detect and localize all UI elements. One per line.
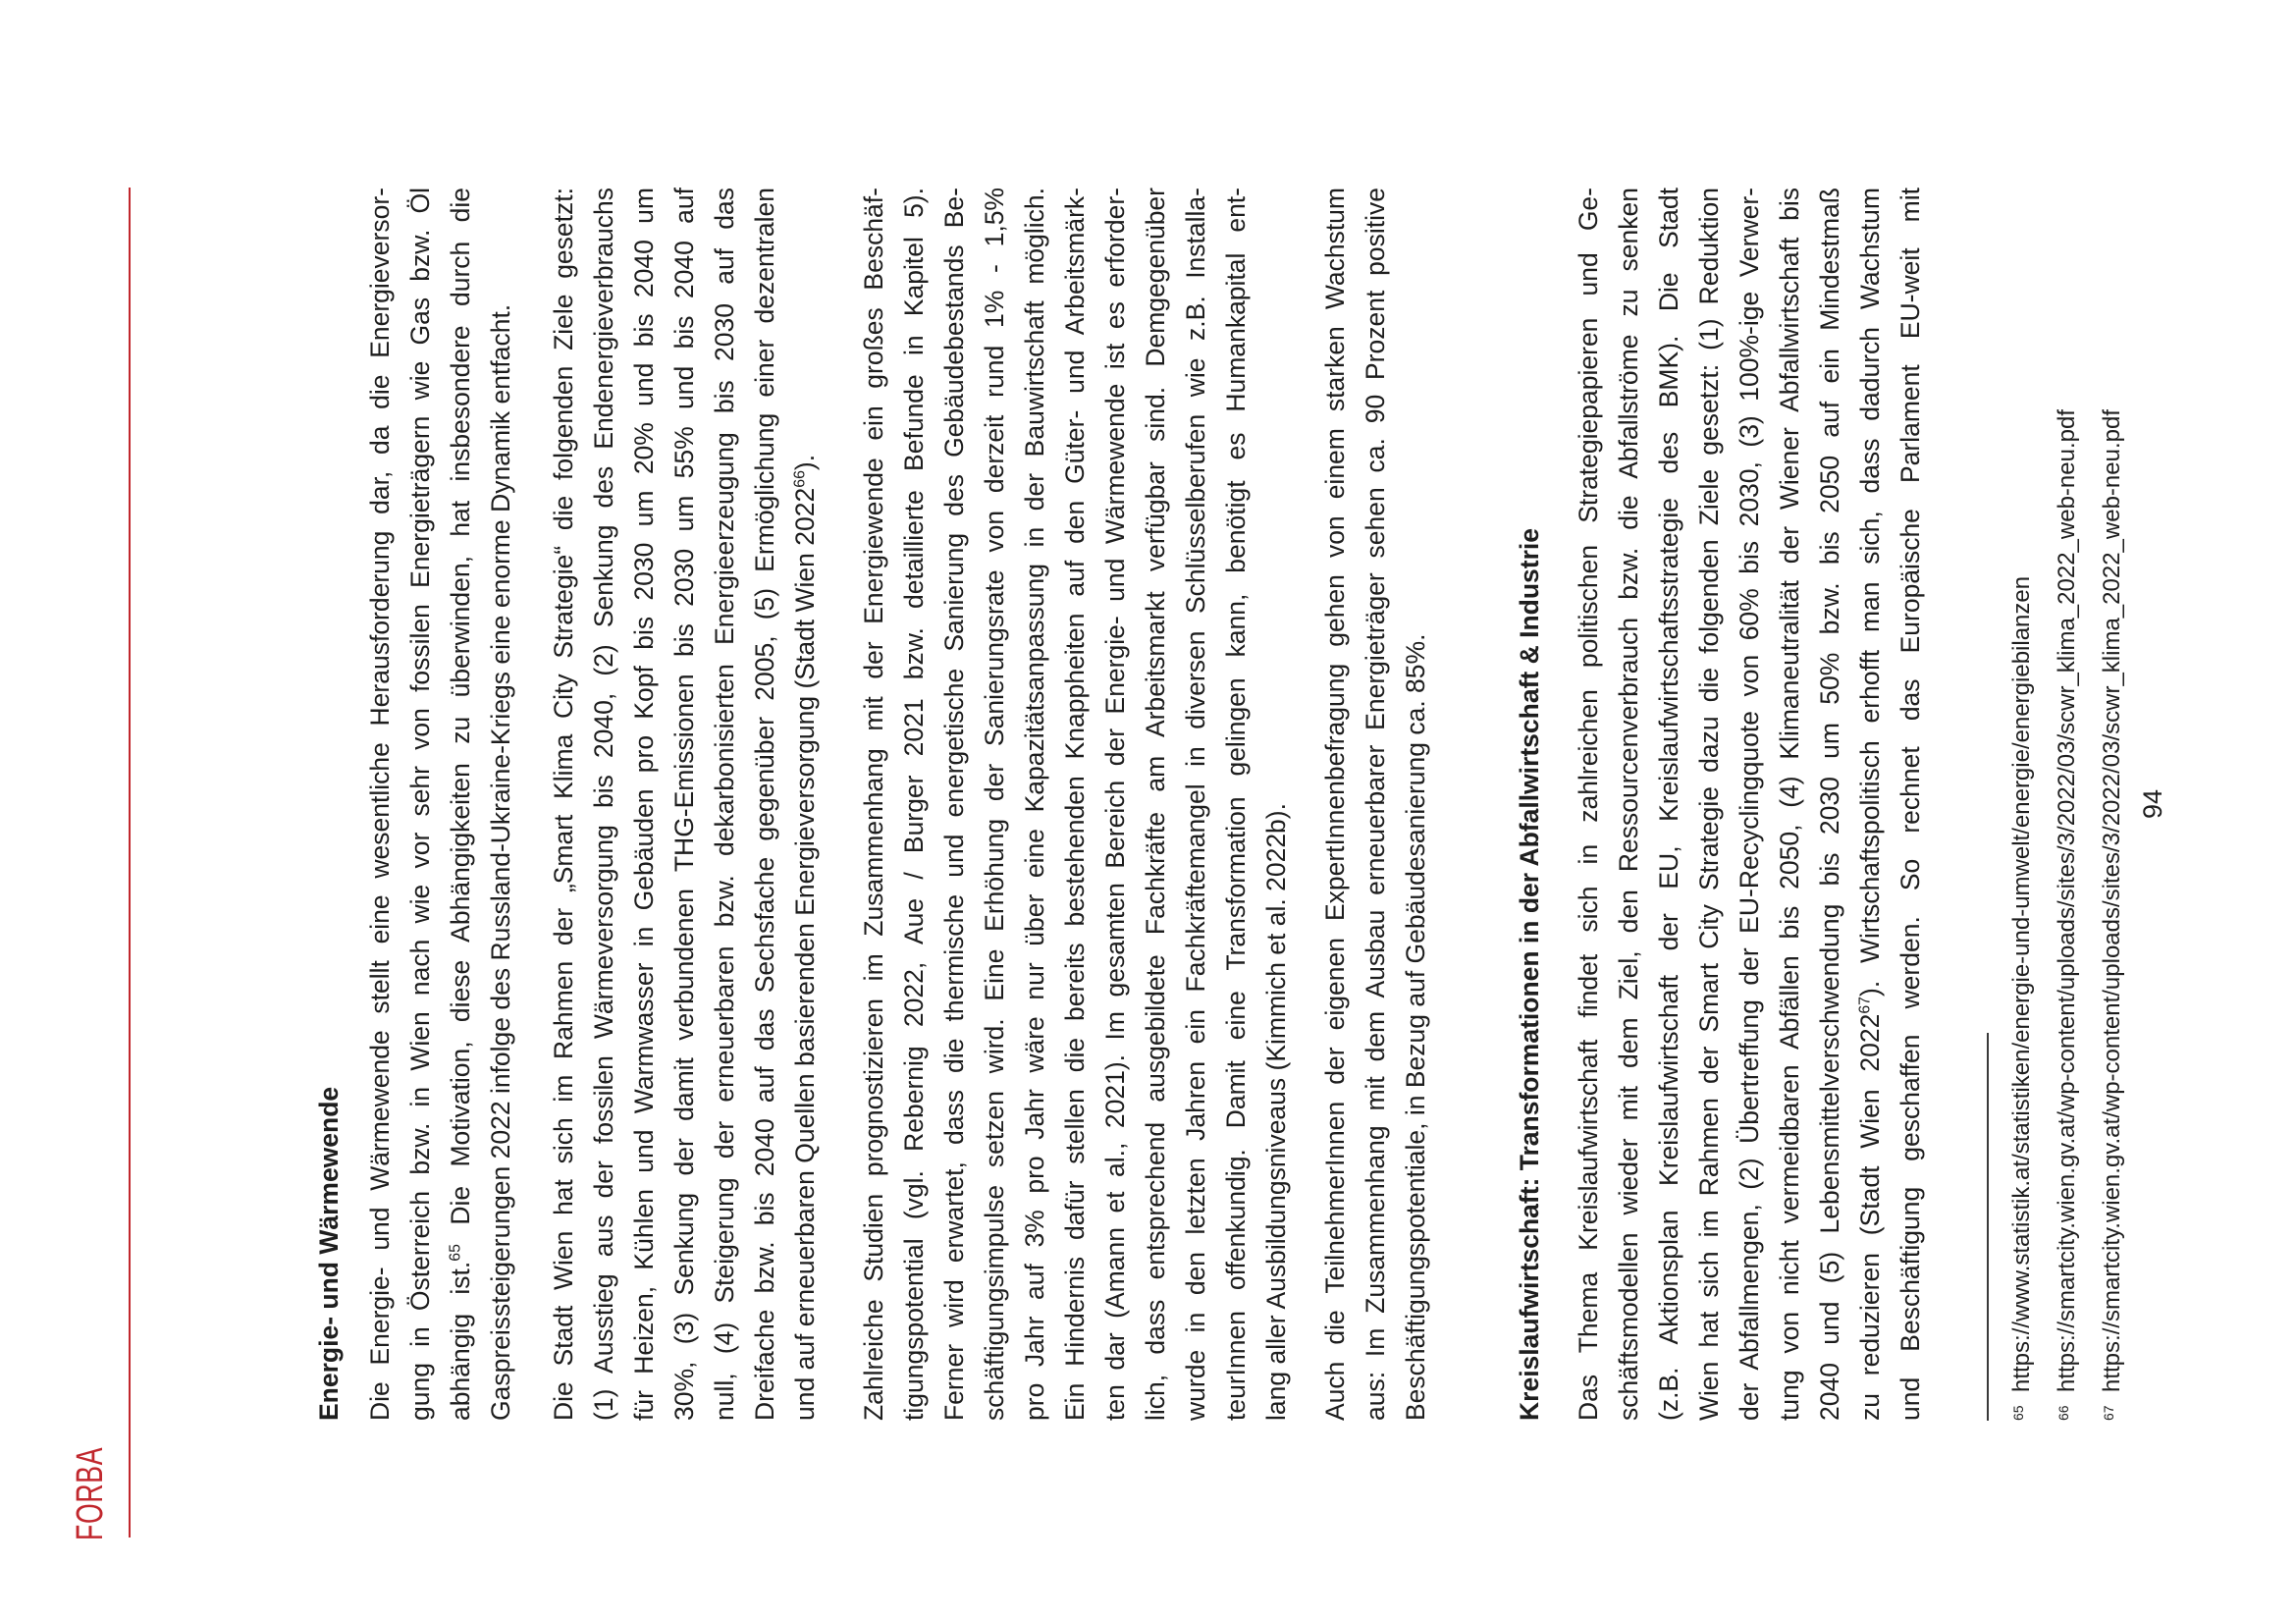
text-line: 2040 und (5) Lebensmittelverschwendung bis 2030 um 50% bzw. bis 2050 auf ein Mindestmaß (1815, 188, 1844, 1421)
text-segment: und auf erneuerbaren Quellen basierenden Energieversorgung (Stadt Wien 2022 (790, 487, 820, 1421)
footnote-url: https://smartcity.wien.gv.at/wp-content/uploads/sites/3/2022/03/scwr_klima_2022_web-neu.pdf (2054, 409, 2080, 1392)
text-line: ten dar (Amann et al., 2021). Im gesamten Bereich der Energie- und Wärmewende ist es erforder- (1100, 188, 1130, 1421)
text-line: teurInnen offenkundig. Damit eine Transformation gelingen kann, benötigt es Humankapital ent- (1221, 188, 1251, 1421)
text-line: für Heizen, Kühlen und Warmwasser in Gebäuden pro Kopf bis 2030 um 20% und bis 2040 um (629, 188, 659, 1421)
text-line: schäftsmodellen wieder mit dem Ziel, den Ressourcenverbrauch bzw. die Abfallströme zu senken (1614, 188, 1643, 1421)
section-heading-energy: Energie- und Wärmewende (314, 1086, 344, 1421)
text-line: Ferner wird erwartet, dass die thermische und energetische Sanierung des Gebäudebestands Be- (939, 188, 969, 1421)
footnote-number: 65 (2010, 1405, 2026, 1421)
text-line: Die Energie- und Wärmewende stellt eine wesentliche Herausforderung dar, da die Energieversor- (365, 188, 395, 1421)
text-segment: Die Motivation, diese Abhängigkeiten zu überwinden, hat insbesondere durch die (446, 188, 475, 1245)
text-line: tigungspotential (vgl. Rebernig 2022, Aue / Burger 2021 bzw. detaillierte Befunde in Kapitel 5). (899, 188, 929, 1421)
text-line: wurde in den letzten Jahren ein Fachkräftemangel in diversen Schlüsselberufen wie z.B. Installa- (1181, 188, 1210, 1421)
text-line: Gaspreissteigerungen 2022 infolge des Russland-Ukraine-Kriegs eine enorme Dynamik entfacht. (486, 303, 515, 1421)
text-line: Die Stadt Wien hat sich im Rahmen der „Smart Klima City Strategie“ die folgenden Ziele gesetzt: (549, 188, 578, 1421)
footnotes (2000, 188, 2135, 1421)
text-segment: ). Wirtschaftspolitisch erhofft man sich, dass dadurch Wachstum (1855, 188, 1885, 997)
text-line (441, 188, 481, 1421)
footnote-reference: 67 (1856, 996, 1874, 1014)
text-line (785, 188, 826, 1421)
text-line: tung von nicht vermeidbaren Abfällen bis 2050, (4) Klimaneutralität der Wiener Abfallwirtschaft bis (1775, 188, 1804, 1421)
text-line (1850, 188, 1891, 1421)
text-line: der Abfallmengen, (2) Übertreffung der EU-Recyclingquote von 60% bis 2030, (3) 100%-ige Verwer- (1735, 188, 1764, 1421)
text-line: Dreifache bzw. bis 2040 auf das Sechsfache gegenüber 2005, (5) Ermöglichung einer dezentralen (750, 188, 779, 1421)
text-line: Auch die TeilnehmerInnen der eigenen ExpertInnenbefragung gehen von einem starken Wachstum (1320, 188, 1350, 1421)
text-line: aus: Im Zusammenhang mit dem Ausbau erneuerbarer Energieträger sehen ca. 90 Prozent positive (1361, 188, 1390, 1421)
footnote-separator (1987, 1033, 1989, 1421)
text-line: lang aller Ausbildungsniveaus (Kimmich et al. 2022b). (1261, 803, 1291, 1421)
footnote-url: https://smartcity.wien.gv.at/wp-content/uploads/sites/3/2022/03/scwr_klima_2022_web-neu.pdf (2099, 409, 2125, 1392)
footnote-reference: 66 (791, 470, 809, 488)
footnote-reference: 65 (447, 1244, 464, 1262)
text-segment: zu reduzieren (Stadt Wien 2022 (1855, 1013, 1885, 1421)
page-number: 94 (2138, 788, 2167, 820)
footnote-67 (2090, 188, 2135, 1421)
forba-logo: FORBA (70, 1446, 111, 1540)
paragraph-energy-intro (360, 188, 521, 1421)
section-heading-circular-economy: Kreislaufwirtschaft: Transformationen in der Abfallwirtschaft & Industrie (1515, 528, 1544, 1421)
text-segment: abhängig ist. (446, 1261, 475, 1421)
text-line: Ein Hindernis dafür stellen die bereits bestehenden Knappheiten auf den Güter- und Arbeitsmärk- (1060, 188, 1090, 1421)
text-line: Beschäftigungspotentiale, in Bezug auf Gebäudesanierung ca. 85%. (1401, 633, 1430, 1421)
text-line: pro Jahr auf 3% pro Jahr wäre nur über eine Kapazitätsanpassung in der Bauwirtschaft möglich. (1020, 188, 1049, 1421)
text-line: lich, dass entsprechend ausgebildete Fachkräfte am Arbeitsmarkt verfügbar sind. Demgegenüber (1141, 188, 1170, 1421)
paragraph-city-goals (544, 188, 826, 1421)
paragraph-circular-economy (1569, 188, 1931, 1421)
footnote-number: 66 (2056, 1405, 2071, 1421)
text-line: und Beschäftigung geschaffen werden. So rechnet das Europäische Parlament EU-weit mit (1896, 188, 1925, 1421)
text-line: Das Thema Kreislaufwirtschaft findet sich in zahlreichen politischen Strategiepapieren und Ge- (1574, 188, 1603, 1421)
paragraph-expert-survey (1315, 188, 1436, 1421)
text-line: gung in Österreich bzw. in Wien nach wie vor sehr von fossilen Energieträgern wie Gas bzw. Öl (405, 188, 435, 1421)
text-segment: ). (790, 454, 820, 471)
paragraph-employment-studies (854, 188, 1297, 1421)
footnote-66 (2045, 188, 2090, 1421)
footnote-65 (2000, 188, 2045, 1421)
text-line: null, (4) Steigerung der erneuerbaren bzw. dekarbonisierten Energieerzeugung bis 2030 auf das (710, 188, 739, 1421)
text-line: (z.B. Aktionsplan Kreislaufwirtschaft der EU, Kreislaufwirtschaftsstrategie des BMK). Die Stadt (1654, 188, 1683, 1421)
header-rule (129, 188, 131, 1537)
text-line: 30%, (3) Senkung der damit verbundenen THG-Emissionen bis 2030 um 55% und bis 2040 auf (669, 188, 699, 1421)
text-line: Zahlreiche Studien prognostizieren im Zusammenhang mit der Energiewende ein großes Beschäf- (859, 188, 888, 1421)
footnote-url: https://www.statistik.at/statistiken/energie-und-umwelt/energie/energiebilanzen (2008, 575, 2035, 1392)
text-line: schäftigungsimpulse setzen wird. Eine Erhöhung der Sanierungsrate von derzeit rund 1% - 1,5% (980, 188, 1009, 1421)
text-line: Wien hat sich im Rahmen der Smart City Strategie dazu die folgenden Ziele gesetzt: (1) Reduktion (1694, 188, 1724, 1421)
text-line: (1) Ausstieg aus der fossilen Wärmeversorgung bis 2040, (2) Senkung des Endenergieverbrauchs (589, 188, 618, 1421)
footnote-number: 67 (2101, 1405, 2116, 1421)
